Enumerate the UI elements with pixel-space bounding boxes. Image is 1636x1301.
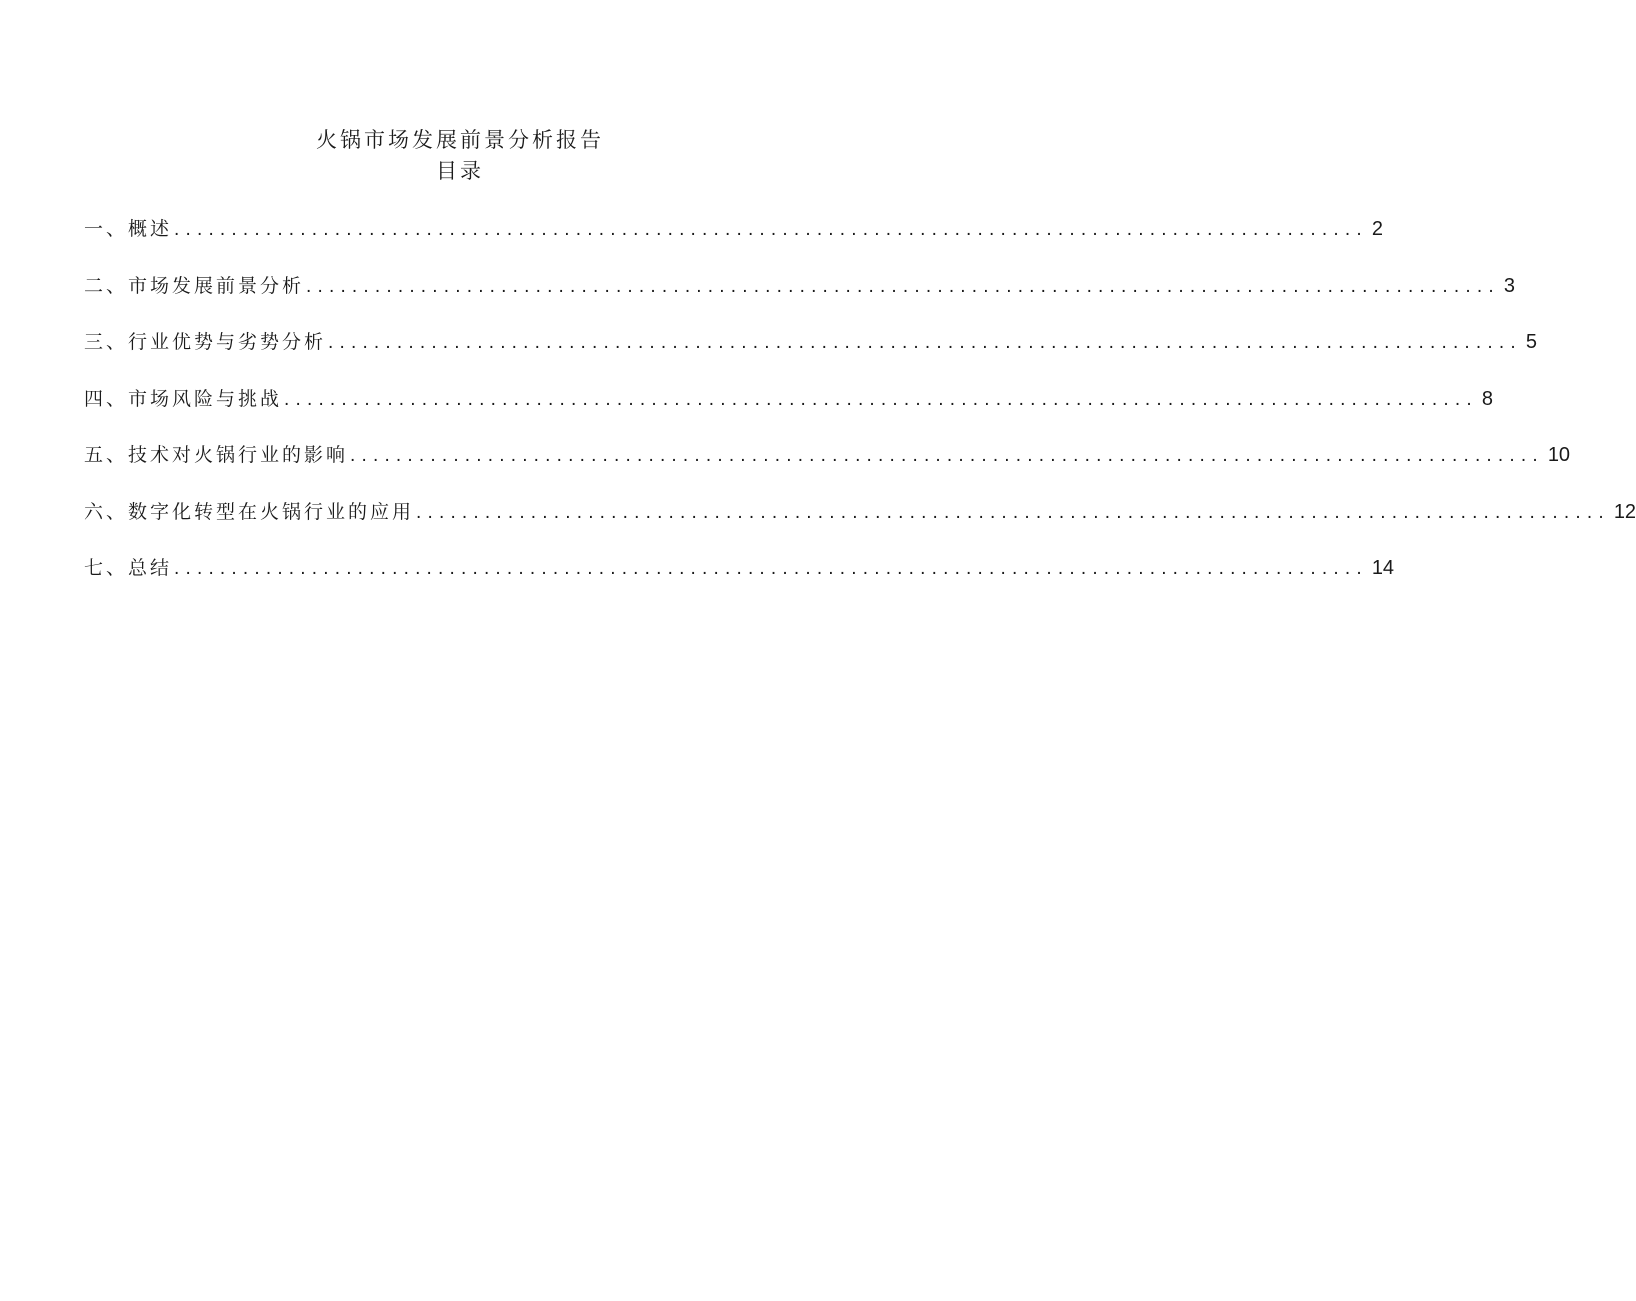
table-of-contents (84, 213, 1636, 609)
toc-dot-leader: ........................................................................................................ (174, 219, 1368, 240)
toc-entry-technology-impact[interactable] (84, 439, 1571, 496)
toc-entry-market-outlook[interactable] (84, 270, 1515, 327)
toc-dot-leader: ........................................................................................................ (174, 558, 1368, 579)
toc-dot-leader: ........................................................................................................ (328, 332, 1522, 353)
toc-dot-leader: ........................................................................................................ (416, 501, 1610, 523)
toc-entry-label: 一、概述 (84, 218, 173, 240)
toc-entry-risks-challenges[interactable] (84, 383, 1493, 440)
toc-page-number: 14 (1371, 557, 1395, 579)
toc-entry-strengths-weaknesses[interactable] (84, 326, 1537, 383)
toc-page-number: 2 (1371, 218, 1383, 240)
toc-dot-leader: ........................................................................................................ (306, 275, 1500, 297)
toc-entry-label: 五、技术对火锅行业的影响 (84, 444, 349, 466)
toc-entry-label: 七、总结 (84, 557, 173, 579)
toc-dot-leader: ........................................................................................................ (350, 445, 1544, 466)
toc-page-number: 10 (1547, 444, 1571, 466)
toc-page-number: 12 (1613, 500, 1636, 523)
toc-dot-leader: ........................................................................................................ (284, 388, 1478, 410)
toc-entry-label: 三、行业优势与劣势分析 (84, 331, 327, 353)
toc-entry-overview[interactable] (84, 213, 1383, 270)
toc-entry-label: 六、数字化转型在火锅行业的应用 (84, 500, 415, 523)
toc-heading: 目录 (436, 159, 484, 183)
toc-page-number: 5 (1525, 331, 1537, 353)
toc-page-number: 3 (1503, 274, 1515, 297)
toc-page-number: 8 (1481, 387, 1493, 410)
toc-entry-summary[interactable] (84, 552, 1395, 609)
toc-entry-label: 二、市场发展前景分析 (84, 274, 305, 297)
toc-entry-label: 四、市场风险与挑战 (84, 387, 283, 410)
toc-entry-digital-transformation[interactable] (84, 496, 1636, 553)
document-title: 火锅市场发展前景分析报告 (316, 128, 604, 152)
